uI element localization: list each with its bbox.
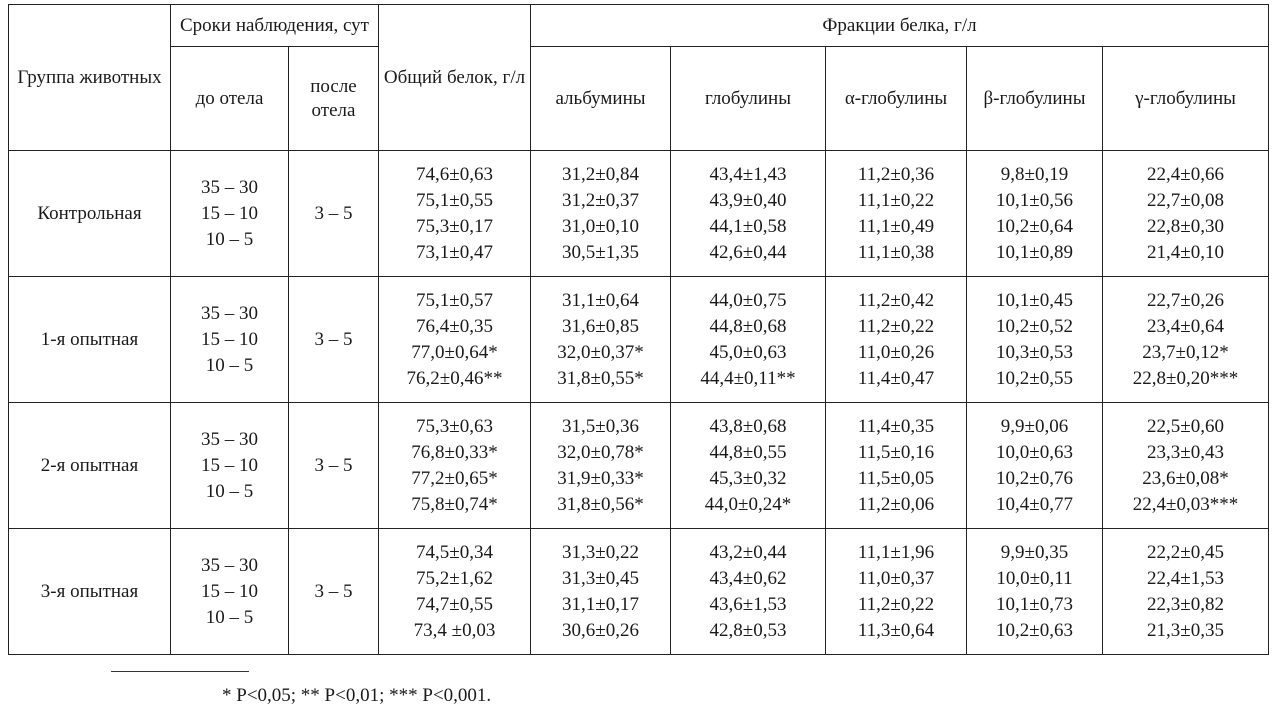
period-value: 15 – 10 bbox=[201, 580, 258, 602]
value: 44,1±0,58 bbox=[709, 215, 787, 237]
header-beta-globulins: β-глобулины bbox=[967, 47, 1103, 151]
value: 43,4±1,43 bbox=[709, 163, 787, 185]
value: 32,0±0,37* bbox=[557, 341, 644, 363]
value: 11,1±1,96 bbox=[857, 541, 935, 563]
period-value: 15 – 10 bbox=[201, 454, 258, 476]
header-gamma-globulins: γ-глобулины bbox=[1103, 47, 1269, 151]
value: 11,3±0,64 bbox=[857, 619, 935, 641]
value: 22,8±0,30 bbox=[1147, 215, 1224, 237]
value: 31,2±0,84 bbox=[562, 163, 639, 185]
cell-gamma bbox=[1103, 277, 1269, 403]
before-calving-periods bbox=[171, 277, 289, 403]
value: 44,4±0,11** bbox=[700, 367, 796, 389]
header-total-protein: Общий белок, г/л bbox=[379, 5, 531, 151]
period-value: 10 – 5 bbox=[205, 228, 254, 250]
header-albumins: альбумины bbox=[531, 47, 671, 151]
period-value: 10 – 5 bbox=[205, 354, 254, 376]
value: 74,5±0,34 bbox=[416, 541, 493, 563]
value: 31,1±0,17 bbox=[562, 593, 639, 615]
value: 9,9±0,35 bbox=[1000, 541, 1069, 563]
header-after: после отела bbox=[289, 47, 379, 151]
value: 22,7±0,08 bbox=[1147, 189, 1224, 211]
value: 22,2±0,45 bbox=[1147, 541, 1224, 563]
header-terms: Сроки наблюдения, сут bbox=[171, 5, 379, 47]
before-calving-periods bbox=[171, 151, 289, 277]
cell-gamma bbox=[1103, 151, 1269, 277]
protein-fractions-table bbox=[8, 4, 1269, 655]
cell-albumins bbox=[531, 277, 671, 403]
header-group: Группа животных bbox=[9, 5, 171, 151]
value: 77,0±0,64* bbox=[411, 341, 498, 363]
value: 22,4±0,66 bbox=[1147, 163, 1224, 185]
value: 73,4 ±0,03 bbox=[413, 619, 496, 641]
value: 75,3±0,63 bbox=[416, 415, 493, 437]
group-name: 2-я опытная bbox=[9, 403, 171, 529]
value: 43,6±1,53 bbox=[709, 593, 787, 615]
period-value: 15 – 10 bbox=[201, 328, 258, 350]
cell-beta bbox=[967, 277, 1103, 403]
value: 76,2±0,46** bbox=[406, 367, 503, 389]
value: 11,2±0,06 bbox=[857, 493, 935, 515]
value: 11,1±0,38 bbox=[857, 241, 935, 263]
before-calving-periods bbox=[171, 529, 289, 655]
group-name: 1-я опытная bbox=[9, 277, 171, 403]
group-name: 3-я опытная bbox=[9, 529, 171, 655]
value: 44,8±0,55 bbox=[709, 441, 787, 463]
header-globulins: глобулины bbox=[671, 47, 826, 151]
header-alpha-globulins: α-глобулины bbox=[826, 47, 967, 151]
value: 11,2±0,36 bbox=[857, 163, 935, 185]
value: 30,5±1,35 bbox=[562, 241, 639, 263]
after-calving-period: 3 – 5 bbox=[289, 277, 379, 403]
cell-albumins bbox=[531, 151, 671, 277]
value: 10,2±0,55 bbox=[996, 367, 1073, 389]
cell-globulins bbox=[671, 403, 826, 529]
period-value: 35 – 30 bbox=[201, 554, 258, 576]
value: 10,4±0,77 bbox=[996, 493, 1073, 515]
value: 76,4±0,35 bbox=[416, 315, 493, 337]
after-calving-period: 3 – 5 bbox=[289, 403, 379, 529]
value: 31,8±0,55* bbox=[557, 367, 644, 389]
cell-alpha bbox=[826, 151, 967, 277]
value: 9,9±0,06 bbox=[1000, 415, 1069, 437]
table-body bbox=[9, 151, 1269, 655]
cell-total bbox=[379, 151, 531, 277]
value: 11,5±0,05 bbox=[857, 467, 935, 489]
value: 10,2±0,52 bbox=[996, 315, 1073, 337]
value: 11,5±0,16 bbox=[857, 441, 935, 463]
value: 45,0±0,63 bbox=[709, 341, 787, 363]
value: 31,1±0,64 bbox=[562, 289, 639, 311]
value: 23,4±0,64 bbox=[1147, 315, 1224, 337]
value: 31,6±0,85 bbox=[562, 315, 639, 337]
value: 75,1±0,55 bbox=[416, 189, 493, 211]
cell-globulins bbox=[671, 151, 826, 277]
value: 75,1±0,57 bbox=[416, 289, 493, 311]
value: 74,6±0,63 bbox=[416, 163, 493, 185]
table-row bbox=[9, 529, 1269, 655]
value: 22,7±0,26 bbox=[1147, 289, 1224, 311]
value: 21,3±0,35 bbox=[1147, 619, 1224, 641]
value: 22,4±0,03*** bbox=[1132, 493, 1239, 515]
footnote: * Р<0,05; ** Р<0,01; *** Р<0,001. bbox=[222, 685, 492, 706]
value: 31,0±0,10 bbox=[562, 215, 639, 237]
table-row bbox=[9, 403, 1269, 529]
before-calving-periods bbox=[171, 403, 289, 529]
value: 31,8±0,56* bbox=[557, 493, 644, 515]
table-row bbox=[9, 277, 1269, 403]
period-value: 15 – 10 bbox=[201, 202, 258, 224]
cell-beta bbox=[967, 151, 1103, 277]
footnote-divider bbox=[111, 671, 249, 672]
value: 23,3±0,43 bbox=[1147, 441, 1224, 463]
value: 23,7±0,12* bbox=[1142, 341, 1229, 363]
header-fractions: Фракции белка, г/л bbox=[531, 5, 1269, 47]
value: 11,1±0,49 bbox=[857, 215, 935, 237]
period-value: 10 – 5 bbox=[205, 480, 254, 502]
value: 22,5±0,60 bbox=[1147, 415, 1224, 437]
after-calving-period: 3 – 5 bbox=[289, 151, 379, 277]
value: 75,3±0,17 bbox=[416, 215, 493, 237]
value: 11,2±0,42 bbox=[857, 289, 935, 311]
after-calving-period: 3 – 5 bbox=[289, 529, 379, 655]
cell-total bbox=[379, 403, 531, 529]
value: 42,8±0,53 bbox=[709, 619, 787, 641]
value: 22,3±0,82 bbox=[1147, 593, 1224, 615]
value: 31,3±0,22 bbox=[562, 541, 639, 563]
value: 43,4±0,62 bbox=[709, 567, 787, 589]
cell-alpha bbox=[826, 403, 967, 529]
value: 10,3±0,53 bbox=[996, 341, 1073, 363]
value: 10,2±0,64 bbox=[996, 215, 1073, 237]
value: 74,7±0,55 bbox=[416, 593, 493, 615]
value: 11,2±0,22 bbox=[857, 315, 935, 337]
value: 43,8±0,68 bbox=[709, 415, 787, 437]
table-row bbox=[9, 151, 1269, 277]
header-before: до отела bbox=[171, 47, 289, 151]
value: 22,4±1,53 bbox=[1147, 567, 1224, 589]
group-name: Контрольная bbox=[9, 151, 171, 277]
value: 75,8±0,74* bbox=[411, 493, 498, 515]
value: 10,1±0,56 bbox=[996, 189, 1073, 211]
cell-gamma bbox=[1103, 529, 1269, 655]
cell-total bbox=[379, 529, 531, 655]
value: 42,6±0,44 bbox=[709, 241, 787, 263]
value: 11,4±0,35 bbox=[857, 415, 935, 437]
period-value: 35 – 30 bbox=[201, 302, 258, 324]
value: 44,0±0,75 bbox=[709, 289, 787, 311]
value: 11,2±0,22 bbox=[857, 593, 935, 615]
value: 30,6±0,26 bbox=[562, 619, 639, 641]
value: 43,9±0,40 bbox=[709, 189, 787, 211]
value: 77,2±0,65* bbox=[411, 467, 498, 489]
value: 31,2±0,37 bbox=[562, 189, 639, 211]
cell-albumins bbox=[531, 529, 671, 655]
value: 10,1±0,73 bbox=[996, 593, 1073, 615]
value: 44,0±0,24* bbox=[704, 493, 792, 515]
value: 11,0±0,26 bbox=[857, 341, 935, 363]
value: 11,1±0,22 bbox=[857, 189, 935, 211]
value: 10,0±0,63 bbox=[996, 441, 1073, 463]
cell-globulins bbox=[671, 277, 826, 403]
value: 44,8±0,68 bbox=[709, 315, 787, 337]
cell-beta bbox=[967, 403, 1103, 529]
value: 32,0±0,78* bbox=[557, 441, 644, 463]
value: 10,1±0,89 bbox=[996, 241, 1073, 263]
cell-albumins bbox=[531, 403, 671, 529]
cell-total bbox=[379, 277, 531, 403]
value: 45,3±0,32 bbox=[709, 467, 787, 489]
cell-alpha bbox=[826, 529, 967, 655]
value: 11,0±0,37 bbox=[857, 567, 935, 589]
value: 76,8±0,33* bbox=[411, 441, 498, 463]
value: 10,0±0,11 bbox=[996, 567, 1073, 589]
value: 9,8±0,19 bbox=[1000, 163, 1069, 185]
value: 31,5±0,36 bbox=[562, 415, 639, 437]
value: 23,6±0,08* bbox=[1142, 467, 1229, 489]
value: 75,2±1,62 bbox=[416, 567, 493, 589]
value: 11,4±0,47 bbox=[857, 367, 935, 389]
cell-alpha bbox=[826, 277, 967, 403]
value: 31,3±0,45 bbox=[562, 567, 639, 589]
value: 10,2±0,63 bbox=[996, 619, 1073, 641]
value: 21,4±0,10 bbox=[1147, 241, 1224, 263]
period-value: 10 – 5 bbox=[205, 606, 254, 628]
value: 31,9±0,33* bbox=[557, 467, 644, 489]
value: 43,2±0,44 bbox=[709, 541, 787, 563]
value: 73,1±0,47 bbox=[416, 241, 493, 263]
value: 10,1±0,45 bbox=[996, 289, 1073, 311]
period-value: 35 – 30 bbox=[201, 176, 258, 198]
value: 10,2±0,76 bbox=[996, 467, 1073, 489]
value: 22,8±0,20*** bbox=[1132, 367, 1239, 389]
period-value: 35 – 30 bbox=[201, 428, 258, 450]
cell-beta bbox=[967, 529, 1103, 655]
cell-gamma bbox=[1103, 403, 1269, 529]
cell-globulins bbox=[671, 529, 826, 655]
